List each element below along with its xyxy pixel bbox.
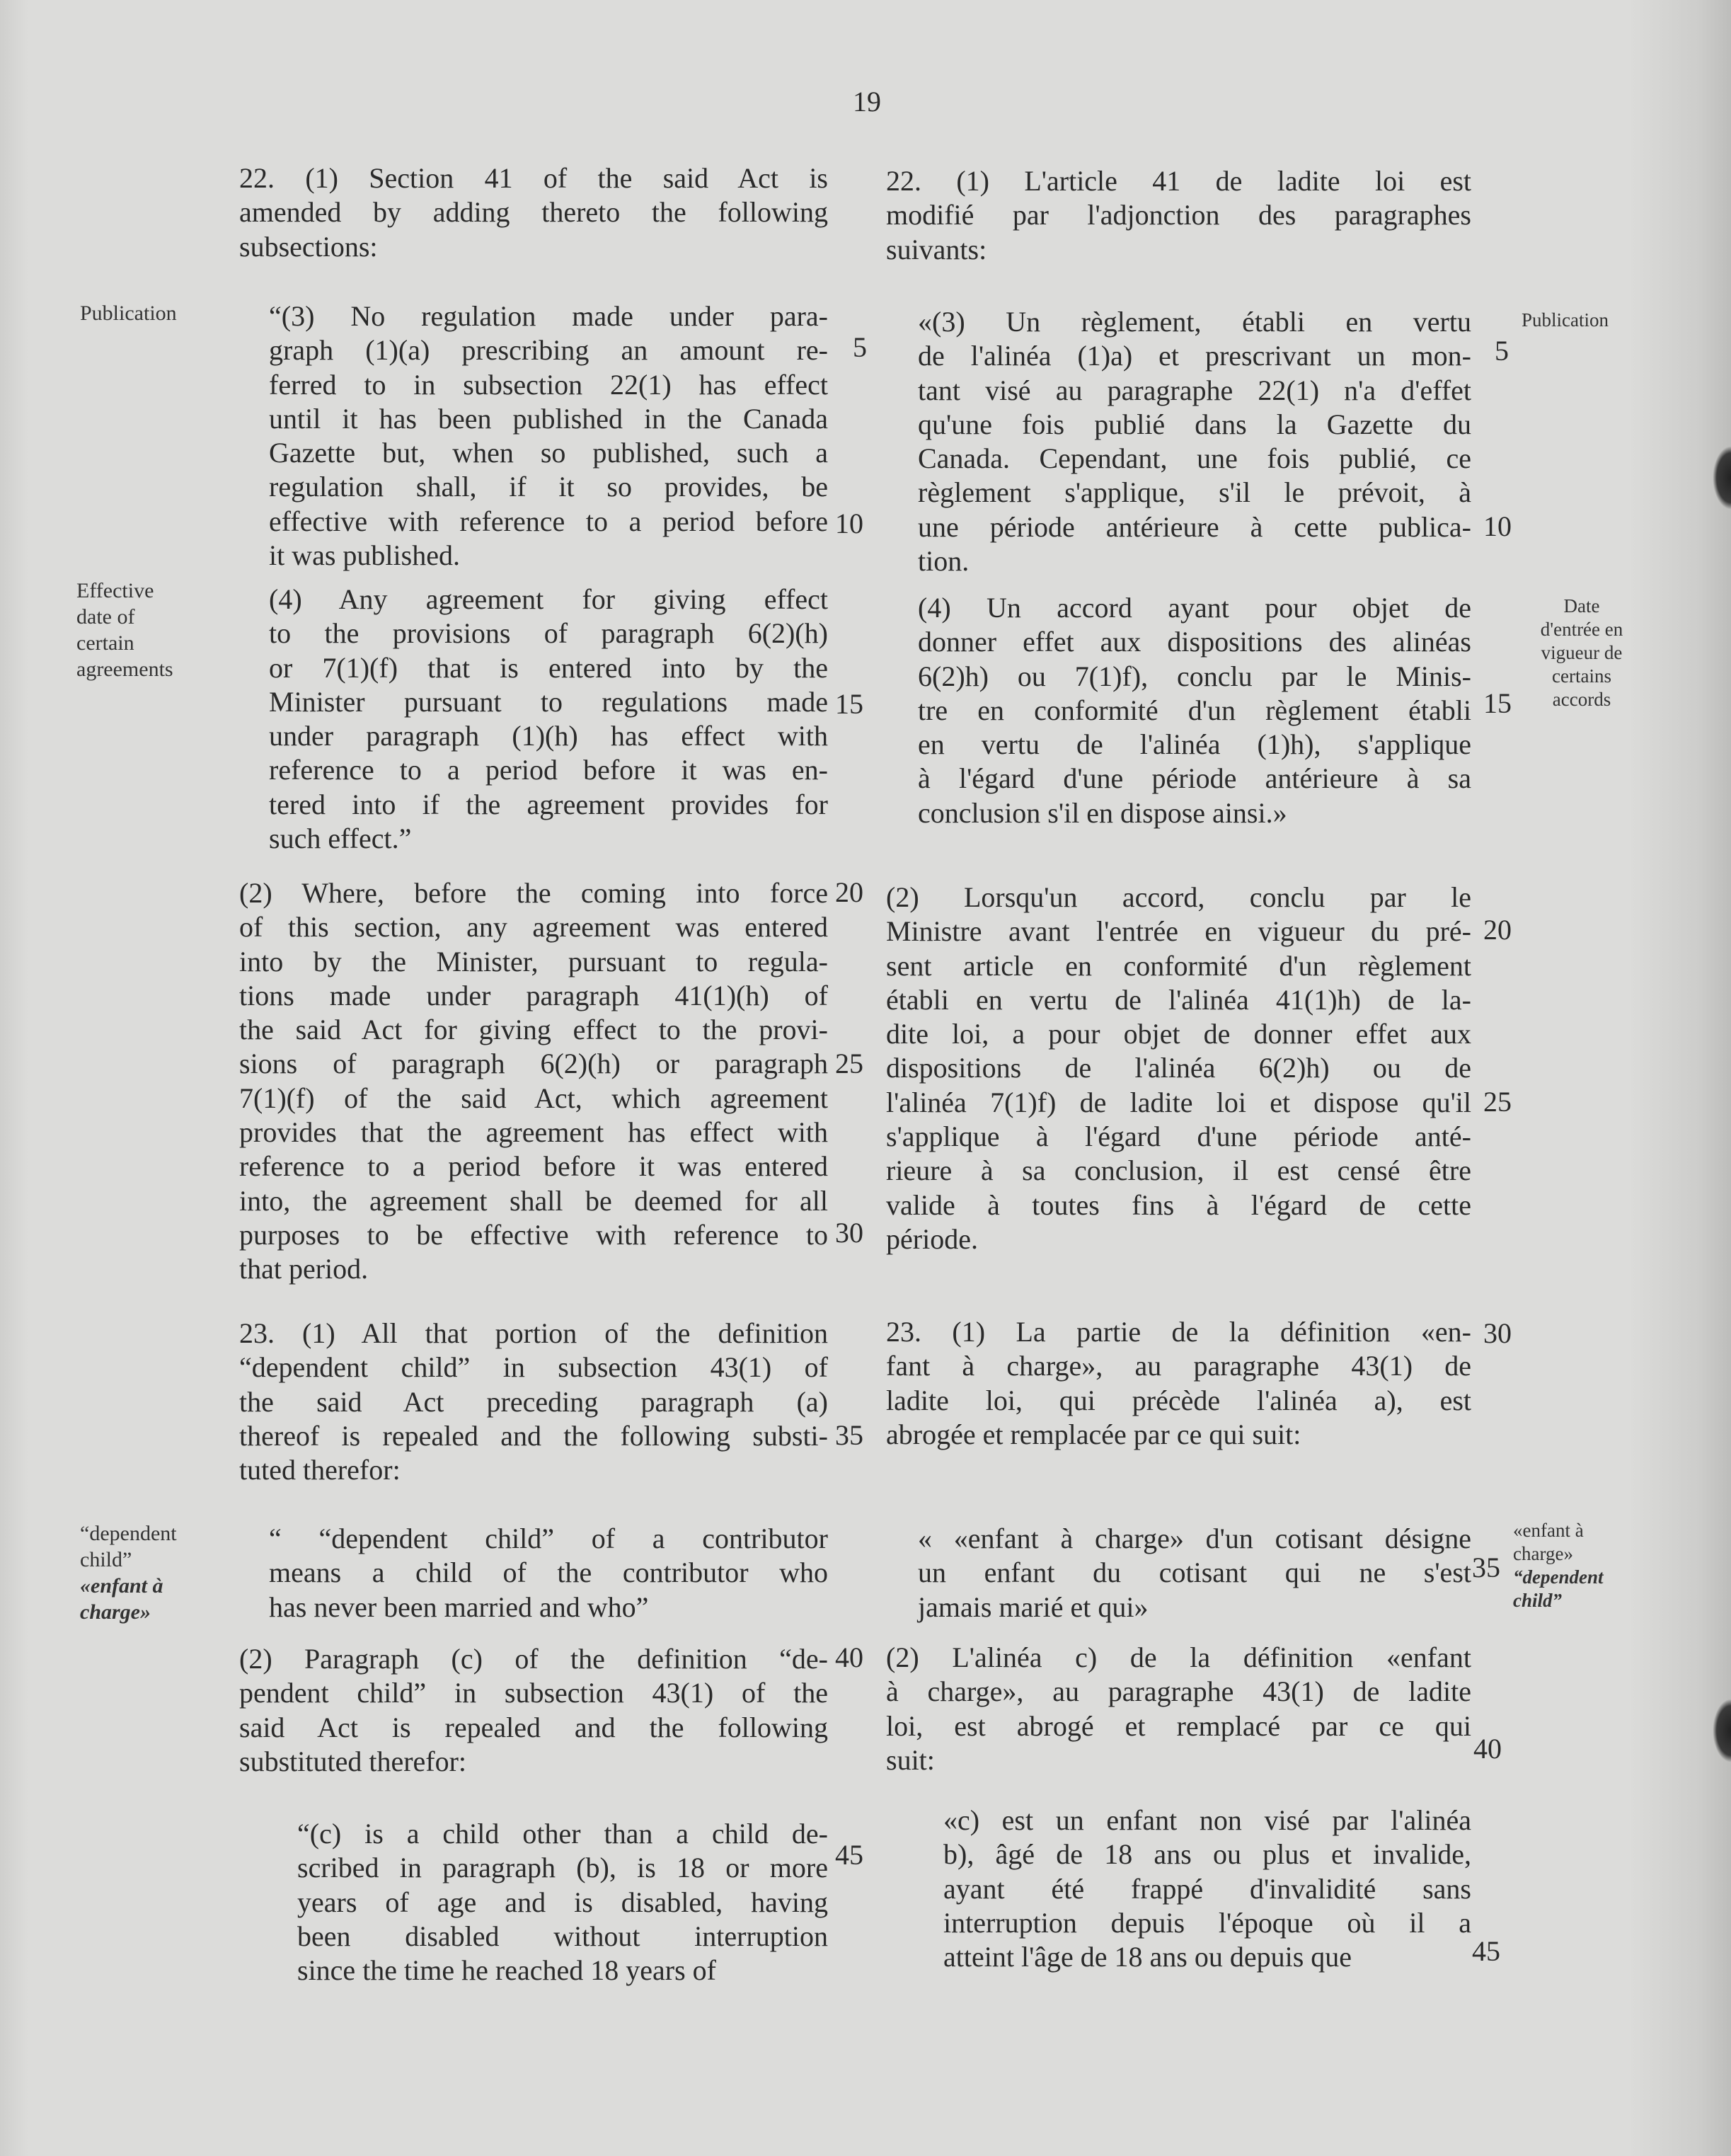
- margin-note-publication-fr: Publication: [1522, 309, 1609, 331]
- text-line: amended by adding thereto the following: [239, 196, 828, 229]
- text-line: «(3) Un règlement, établi en vertu: [918, 306, 1471, 338]
- text-line: reference to a period before it was en-: [269, 754, 828, 786]
- text-line: subsections:: [239, 230, 378, 263]
- text-line: substituted therefor:: [239, 1745, 467, 1777]
- fr-paragraph-c: [943, 1804, 1471, 1974]
- text-line: établi en vertu de l'alinéa 41(1)h) de la-: [886, 983, 1471, 1016]
- text-line: into by the Minister, pursuant to regula-: [239, 945, 828, 977]
- text-line: sions of paragraph 6(2)(h) or paragraph: [239, 1048, 828, 1080]
- en-definition-dependent-child: [269, 1522, 828, 1624]
- text-line: ayant été frappé d'invalidité sans: [943, 1872, 1471, 1905]
- fr-section-22-2: [886, 881, 1471, 1256]
- text-line: or 7(1)(f) that is entered into by the: [269, 651, 828, 684]
- text-line: interruption depuis l'époque où il a: [943, 1906, 1471, 1939]
- text-line: ferred to in subsection 22(1) has effect: [269, 368, 828, 401]
- line-number: 25: [835, 1048, 863, 1079]
- text-line: à l'égard d'une période antérieure à sa: [918, 762, 1471, 795]
- text-line: (2) L'alinéa c) de la définition «enfant: [886, 1641, 1471, 1673]
- text-line: 6(2)h) ou 7(1)f), conclu par le Minis-: [918, 660, 1471, 692]
- margin-note-line: certain: [76, 631, 134, 655]
- text-line: said Act is repealed and the following: [239, 1711, 828, 1743]
- fr-section-23-2: [886, 1641, 1471, 1777]
- line-number: 20: [1483, 914, 1512, 946]
- text-line: reference to a period before it was entered: [239, 1150, 828, 1183]
- line-number: 40: [1473, 1733, 1502, 1765]
- text-line: “(c) is a child other than a child de-: [297, 1818, 828, 1850]
- text-line: “ “dependent child” of a contributor: [269, 1523, 828, 1554]
- text-line: de l'alinéa (1)a) et prescrivant un mon-: [918, 340, 1471, 372]
- margin-note-line: Date: [1563, 595, 1600, 617]
- fr-subsection-22-4: [918, 591, 1471, 830]
- margin-note-line: child”: [80, 1548, 132, 1571]
- text-line: un enfant du cotisant qui ne s'est: [918, 1556, 1471, 1589]
- margin-note-line: child”: [1513, 1590, 1563, 1611]
- text-line: to the provisions of paragraph 6(2)(h): [269, 617, 828, 650]
- text-line: effective with reference to a period before: [269, 505, 828, 537]
- text-line: dite loi, a pour objet de donner effet aux: [886, 1018, 1471, 1050]
- text-line: 22. (1) Section 41 of the said Act is: [239, 162, 828, 194]
- text-line: tions made under paragraph 41(1)(h) of: [239, 979, 828, 1011]
- text-line: such effect.”: [269, 822, 412, 855]
- text-line: Ministre avant l'entrée en vigueur du pré-: [886, 915, 1471, 948]
- text-line: tered into if the agreement provides for: [269, 788, 828, 820]
- line-number: 5: [853, 331, 867, 363]
- line-number: 10: [1483, 510, 1512, 542]
- text-line: has never been married and who”: [269, 1590, 649, 1623]
- text-line: (2) Where, before the coming into force: [239, 877, 828, 909]
- fr-subsection-22-3: [918, 305, 1471, 578]
- margin-note-line: date of: [76, 605, 135, 629]
- margin-note-line: charge»: [80, 1600, 151, 1624]
- text-line: purposes to be effective with reference to: [239, 1218, 828, 1251]
- text-line: means a child of the contributor who: [269, 1556, 828, 1589]
- text-line: (4) Any agreement for giving effect: [269, 583, 828, 615]
- text-line: période.: [886, 1222, 978, 1255]
- en-subsection-22-4: [269, 583, 828, 856]
- text-line: b), âgé de 18 ans ou plus et invalide,: [943, 1838, 1471, 1871]
- text-line: of this section, any agreement was entered: [239, 911, 828, 944]
- margin-note-effective-date: [76, 578, 173, 682]
- line-number: 5: [1495, 335, 1509, 367]
- margin-note-date-entree: [1522, 595, 1642, 711]
- margin-note-line: “dependent: [1513, 1566, 1604, 1588]
- text-line: jamais marié et qui»: [918, 1590, 1149, 1623]
- text-line: been disabled without interruption: [297, 1920, 828, 1952]
- text-line: modifié par l'adjonction des paragraphes: [886, 199, 1471, 231]
- margin-note-line: «enfant à: [1513, 1520, 1584, 1541]
- line-number: 45: [1472, 1935, 1500, 1967]
- text-line: the said Act preceding paragraph (a): [239, 1385, 828, 1418]
- margin-note-line: accords: [1552, 689, 1611, 710]
- fr-definition-enfant-a-charge: [918, 1522, 1471, 1624]
- text-line: 22. (1) L'article 41 de ladite loi est: [886, 165, 1471, 197]
- line-number: 15: [1483, 687, 1512, 719]
- fr-section-23-1: [886, 1315, 1471, 1452]
- text-line: provides that the agreement has effect with: [239, 1116, 828, 1149]
- margin-note-line: d'entrée en: [1540, 619, 1623, 640]
- text-line: fant à charge», au paragraphe 43(1) de: [886, 1350, 1471, 1382]
- text-line: suivants:: [886, 233, 987, 265]
- text-line: loi, est abrogé et remplacé par ce qui: [886, 1709, 1471, 1742]
- text-line: (2) Lorsqu'un accord, conclu par le: [886, 881, 1471, 913]
- margin-note-line: Effective: [76, 579, 154, 602]
- text-line: tre en conformité d'un règlement établi: [918, 694, 1471, 726]
- margin-note-line: «enfant à: [80, 1574, 163, 1598]
- fr-section-22-1: [886, 164, 1471, 267]
- en-subsection-22-3: [269, 299, 828, 573]
- line-number: 30: [1483, 1317, 1512, 1349]
- line-number: 20: [835, 876, 863, 908]
- text-line: 7(1)(f) of the said Act, which agreement: [239, 1082, 828, 1114]
- text-line: ladite loi, qui précède l'alinéa a), est: [886, 1384, 1471, 1416]
- binder-hole: [1713, 1699, 1731, 1762]
- margin-note-line: certains: [1552, 665, 1611, 687]
- text-line: Minister pursuant to regulations made: [269, 685, 828, 718]
- text-line: qu'une fois publié dans la Gazette du: [918, 408, 1471, 440]
- text-line: into, the agreement shall be deemed for all: [239, 1184, 828, 1217]
- text-line: une période antérieure à cette publica-: [918, 510, 1471, 543]
- text-line: conclusion s'il en dispose ainsi.»: [918, 796, 1287, 829]
- text-line: dispositions de l'alinéa 6(2)h) ou de: [886, 1052, 1471, 1084]
- text-line: “(3) No regulation made under para-: [269, 300, 828, 332]
- text-line: graph (1)(a) prescribing an amount re-: [269, 334, 828, 367]
- text-line: rieure à sa conclusion, il est censé être: [886, 1154, 1471, 1187]
- en-section-23-1: [239, 1317, 828, 1487]
- text-line: «c) est un enfant non visé par l'alinéa: [943, 1804, 1471, 1836]
- margin-note-line: “dependent: [80, 1522, 177, 1545]
- line-number: 10: [835, 508, 863, 539]
- text-line: Canada. Cependant, une fois publié, ce: [918, 442, 1471, 475]
- text-line: « «enfant à charge» d'un cotisant désigne: [918, 1523, 1471, 1554]
- text-line: “dependent child” in subsection 43(1) of: [239, 1351, 828, 1384]
- text-line: pendent child” in subsection 43(1) of the: [239, 1677, 828, 1709]
- margin-note-line: vigueur de: [1541, 642, 1623, 663]
- binder-hole: [1713, 446, 1731, 510]
- text-line: 23. (1) All that portion of the definition: [239, 1317, 828, 1349]
- text-line: sent article en conformité d'un règlement: [886, 949, 1471, 982]
- text-line: abrogée et remplacée par ce qui suit:: [886, 1418, 1301, 1450]
- en-section-22-2: [239, 876, 828, 1287]
- text-line: atteint l'âge de 18 ans ou depuis que: [943, 1941, 1352, 1973]
- margin-note-line: charge»: [1513, 1543, 1573, 1564]
- text-line: scribed in paragraph (b), is 18 or more: [297, 1852, 828, 1884]
- line-number: 15: [835, 688, 863, 720]
- margin-note-dependent-child: [80, 1520, 177, 1625]
- text-line: en vertu de l'alinéa (1)h), s'applique: [918, 728, 1471, 761]
- text-line: thereof is repealed and the following substi-: [239, 1419, 828, 1452]
- text-line: that period.: [239, 1253, 369, 1285]
- text-line: l'alinéa 7(1)f) de ladite loi et dispose qu'il: [886, 1086, 1471, 1118]
- text-line: it was published.: [269, 539, 460, 572]
- text-line: s'applique à l'égard d'une période anté-: [886, 1120, 1471, 1153]
- text-line: 23. (1) La partie de la définition «en-: [886, 1316, 1471, 1348]
- text-line: the said Act for giving effect to the provi-: [239, 1014, 828, 1046]
- text-line: tuted therefor:: [239, 1454, 401, 1486]
- text-line: tion.: [918, 545, 970, 578]
- text-line: suit:: [886, 1743, 935, 1776]
- line-number: 45: [835, 1839, 863, 1871]
- en-section-23-2: [239, 1642, 828, 1779]
- text-line: règlement s'applique, s'il le prévoit, à: [918, 476, 1471, 509]
- text-line: since the time he reached 18 years of: [297, 1954, 716, 1987]
- en-paragraph-c: [297, 1817, 828, 1988]
- text-line: until it has been published in the Canada: [269, 402, 828, 435]
- line-number: 35: [835, 1419, 863, 1451]
- text-line: Gazette but, when so published, such a: [269, 437, 828, 469]
- page-number: 19: [853, 86, 881, 117]
- margin-note-publication-en: Publication: [80, 302, 177, 325]
- text-line: tant visé au paragraphe 22(1) n'a d'effet: [918, 374, 1471, 406]
- line-number: 30: [835, 1217, 863, 1249]
- text-line: regulation shall, if it so provides, be: [269, 471, 828, 503]
- text-line: under paragraph (1)(h) has effect with: [269, 720, 828, 752]
- text-line: à charge», au paragraphe 43(1) de ladite: [886, 1675, 1471, 1708]
- margin-note-enfant-a-charge: [1513, 1519, 1604, 1612]
- margin-note-line: agreements: [76, 658, 173, 681]
- text-line: valide à toutes fins à l'égard de cette: [886, 1188, 1471, 1221]
- text-line: donner effet aux dispositions des alinéas: [918, 626, 1471, 658]
- text-line: years of age and is disabled, having: [297, 1886, 828, 1918]
- line-number: 40: [835, 1641, 863, 1673]
- text-line: (2) Paragraph (c) of the definition “de-: [239, 1643, 828, 1675]
- en-section-22-1: [239, 161, 828, 264]
- text-line: (4) Un accord ayant pour objet de: [918, 592, 1471, 624]
- line-number: 35: [1472, 1552, 1500, 1583]
- line-number: 25: [1483, 1086, 1512, 1118]
